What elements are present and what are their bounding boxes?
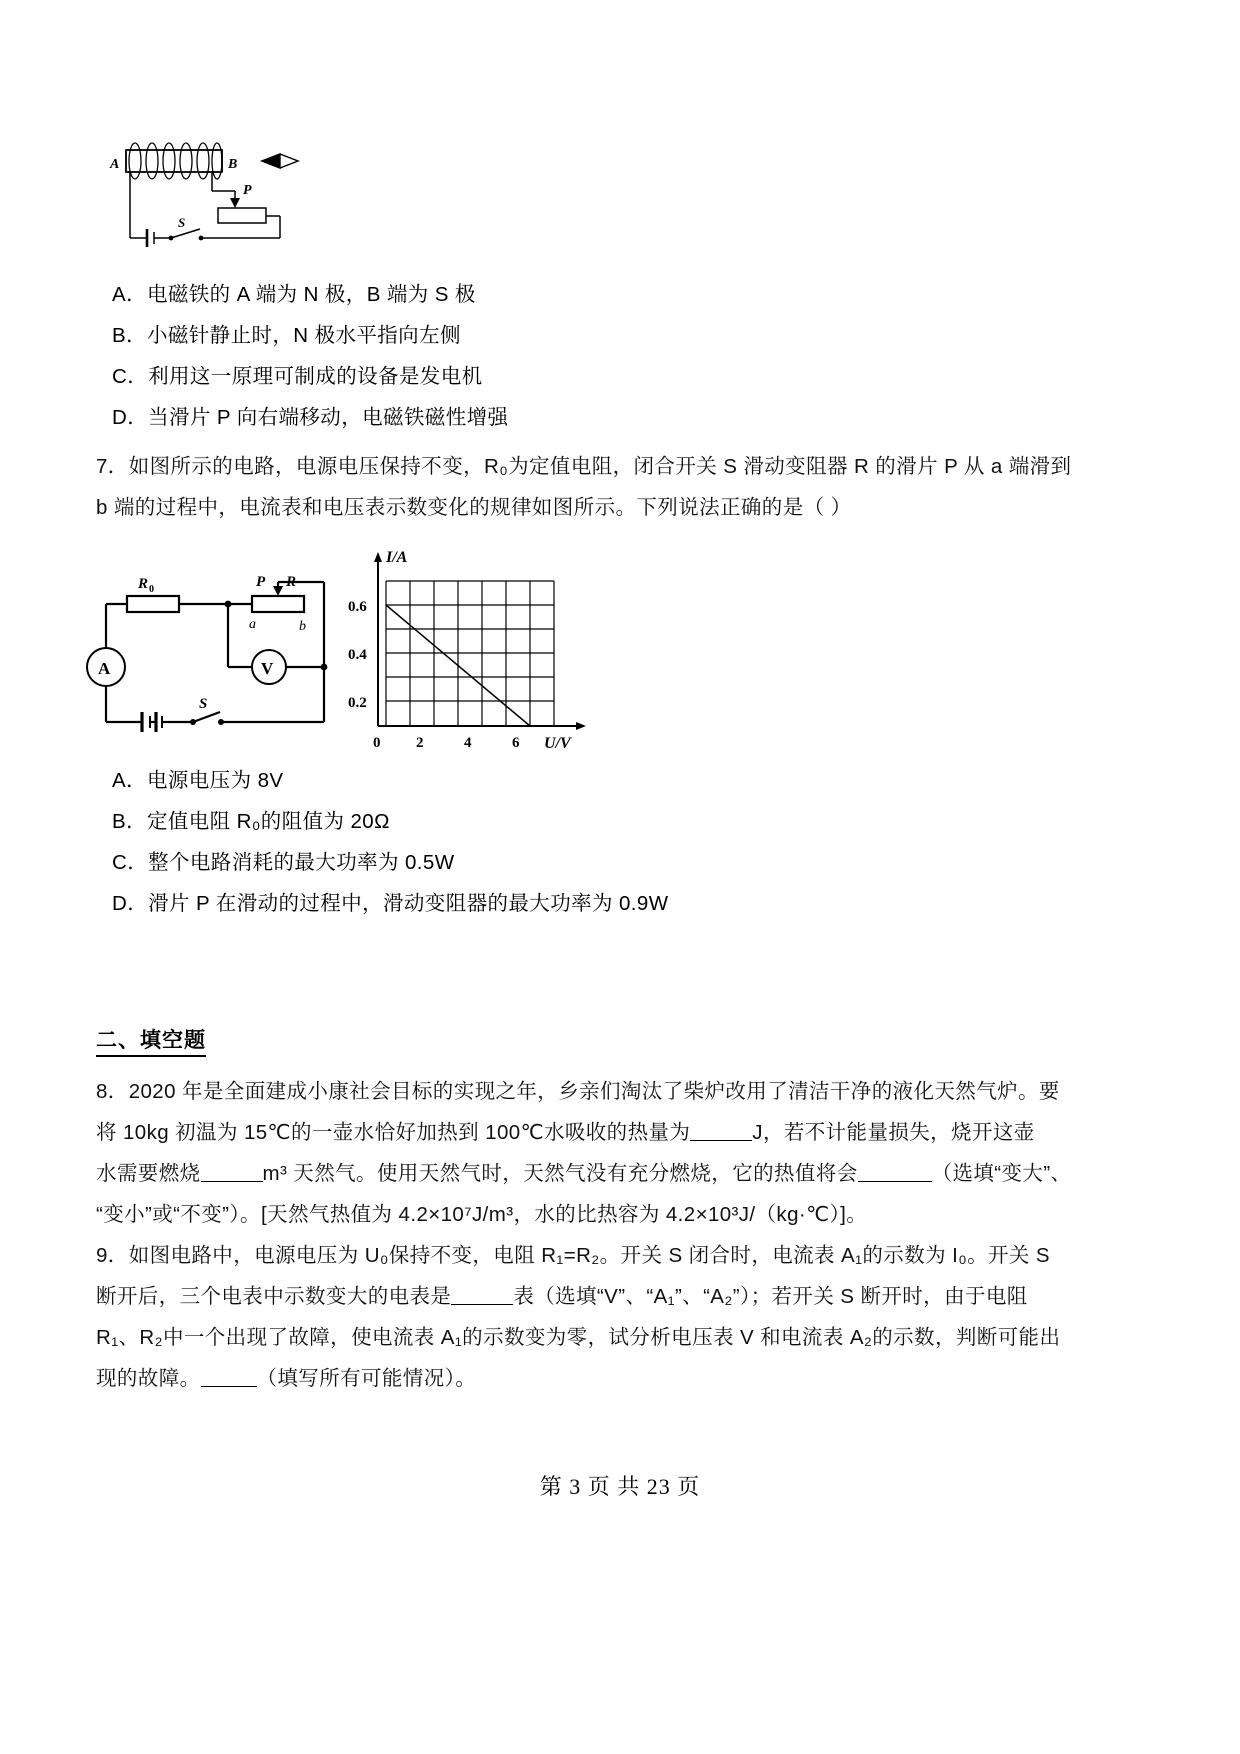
q6-option-C: C．利用这一原理可制成的设备是发电机 — [112, 365, 483, 388]
voltmeter-label: V — [261, 659, 274, 678]
xtick-0: 0 — [373, 735, 381, 751]
q8-line3-b: m³ 天然气。使用天然气时，天然气没有充分燃烧，它的热值将会 — [262, 1162, 858, 1185]
q9-line2-b: 表（选填“V”、“A₁”、“A₂”）；若开关 S 断开时，由于电阻 — [513, 1285, 1028, 1308]
q9-blank-2[interactable] — [201, 1369, 257, 1387]
xaxis-title: U/V — [544, 735, 571, 751]
q7-stem-text1: 如图所示的电路，电源电压保持不变，R₀为定值电阻，闭合开关 S 滑动变阻器 R 的滑片 P 从 a 端滑到 — [128, 455, 1072, 478]
q8-blank-1[interactable] — [690, 1123, 752, 1141]
q9-line2-a: 断开后，三个电表中示数变大的电表是 — [96, 1285, 452, 1308]
ytick-0.4: 0.4 — [348, 647, 367, 663]
q7-option-A: A．电源电压为 8V — [112, 769, 284, 792]
page-footer: 第 3 页 共 23 页 — [539, 1474, 701, 1499]
ammeter-label: A — [98, 659, 111, 678]
figure-label-P: P — [243, 183, 252, 198]
circuit-label-R: R — [286, 574, 297, 590]
q9-line4-a: 现的故障。 — [96, 1367, 201, 1390]
page-content — [96, 0, 1152, 1399]
q8-line3 — [96, 1153, 1152, 1194]
q9-line1: 9．如图电路中，电源电压为 U₀保持不变，电阻 R₁=R₂。开关 S 闭合时，电流表 A₁的示数为 I₀。开关 S — [96, 1244, 1050, 1267]
q6-option-A: A．电磁铁的 A 端为 N 极，B 端为 S 极 — [112, 283, 476, 306]
figure-label-B: B — [228, 157, 238, 172]
xtick-6: 6 — [512, 735, 520, 751]
q9-line4 — [96, 1358, 1152, 1399]
q7-stem-line1 — [96, 446, 1152, 487]
q7-option-D: D．滑片 P 在滑动的过程中，滑动变阻器的最大功率为 0.9W — [112, 892, 669, 915]
section-2-heading — [96, 1024, 1152, 1057]
q8-line1: 8．2020 年是全面建成小康社会目标的实现之年，乡亲们淘汰了柴炉改用了清洁干净的液化天然气炉。要 — [96, 1080, 1060, 1103]
q8-line2-b: J，若不计能量损失，烧开这壶 — [752, 1121, 1035, 1144]
circuit-label-a: a — [249, 617, 256, 632]
q7-option-B: B．定值电阻 R₀的阻值为 20Ω — [112, 810, 390, 833]
q8-line3-c: （选填“变大”、 — [931, 1162, 1072, 1185]
q9-blank-1[interactable] — [451, 1287, 513, 1305]
section-2-title: 二、填空题 — [96, 1024, 206, 1057]
ytick-0.6: 0.6 — [348, 599, 367, 615]
q8-line3-a: 水需要燃烧 — [96, 1162, 201, 1185]
q8-line2 — [96, 1112, 1152, 1153]
circuit-label-P: P — [256, 574, 266, 590]
figure-label-A: A — [110, 157, 120, 172]
q7-stem-line2: b 端的过程中，电流表和电压表示数变化的规律如图所示。下列说法正确的是（ ） — [96, 496, 852, 519]
q6-option-D: D．当滑片 P 向右端移动，电磁铁磁性增强 — [112, 406, 509, 429]
figure-label-S: S — [178, 215, 186, 230]
xtick-2: 2 — [416, 735, 424, 751]
circuit-label-R0-sub: 0 — [149, 584, 154, 595]
q8-blank-3[interactable] — [858, 1164, 932, 1182]
q9-line4-b: （填写所有可能情况）。 — [256, 1367, 477, 1390]
q6-option-B: B．小磁针静止时，N 极水平指向左侧 — [112, 324, 461, 347]
q9-line2 — [96, 1276, 1152, 1317]
yaxis-title: I/A — [386, 549, 408, 566]
q8-blank-2[interactable] — [201, 1164, 263, 1182]
circuit-label-b: b — [299, 619, 306, 634]
q9-line3: R₁、R₂中一个出现了故障，使电流表 A₁的示数变为零，试分析电压表 V 和电流表 A₂的示数，判断可能出 — [96, 1326, 1061, 1349]
ytick-0.2: 0.2 — [348, 695, 367, 711]
q7-option-C: C．整个电路消耗的最大功率为 0.5W — [112, 851, 455, 874]
xtick-4: 4 — [464, 735, 472, 751]
q8-line2-a: 将 10kg 初温为 15℃的一壶水恰好加热到 100℃水吸收的热量为 — [96, 1121, 691, 1144]
circuit-label-S: S — [199, 696, 208, 712]
circuit-label-R0: R — [138, 576, 149, 592]
q8-line4: “变小”或“不变”）。[天然气热值为 4.2×10⁷J/m³，水的比热容为 4.2×10³J/（kg·℃）]。 — [96, 1203, 868, 1226]
q7-number: 7． — [96, 455, 129, 478]
